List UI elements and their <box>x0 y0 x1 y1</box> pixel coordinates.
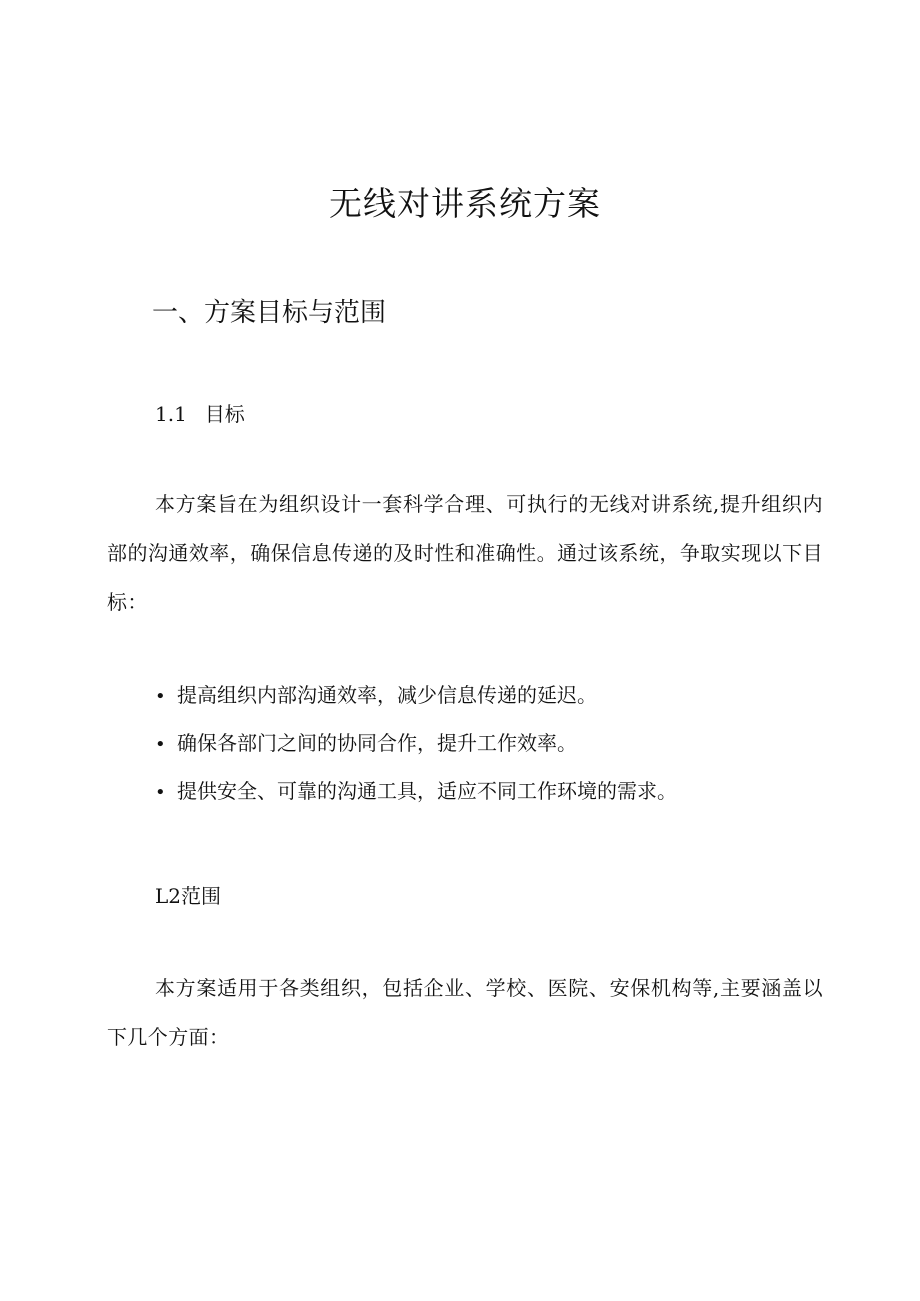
subsection-heading-scope: L2范围 <box>155 884 222 908</box>
list-item <box>155 723 677 771</box>
scope-paragraph: 本方案适用于各类组织，包括企业、学校、医院、安保机构等,主要涵盖以下几个方面： <box>107 976 823 1049</box>
bullet-dot-icon: • <box>155 782 166 803</box>
list-item <box>155 675 677 723</box>
list-item <box>155 771 677 819</box>
bullet-text: 提高组织内部沟通效率，减少信息传递的延迟。 <box>177 683 597 707</box>
document-title: 无线对讲系统方案 <box>329 184 601 223</box>
subsection-heading-goals <box>155 398 245 427</box>
subsection-number: 1.1 <box>155 402 187 426</box>
goals-bullet-list <box>155 675 677 819</box>
goals-paragraph: 本方案旨在为组织设计一套科学合理、可执行的无线对讲系统,提升组织内部的沟通效率，确保信息传递的及时性和准确性。通过该系统，争取实现以下目标： <box>107 492 823 614</box>
bullet-dot-icon: • <box>155 686 166 707</box>
bullet-text: 确保各部门之间的协同合作，提升工作效率。 <box>177 731 577 755</box>
section-heading-goals-scope: 一、方案目标与范围 <box>152 298 387 328</box>
bullet-text: 提供安全、可靠的沟通工具，适应不同工作环境的需求。 <box>177 779 677 803</box>
bullet-dot-icon: • <box>155 734 166 755</box>
subsection-label: 目标 <box>204 402 245 426</box>
